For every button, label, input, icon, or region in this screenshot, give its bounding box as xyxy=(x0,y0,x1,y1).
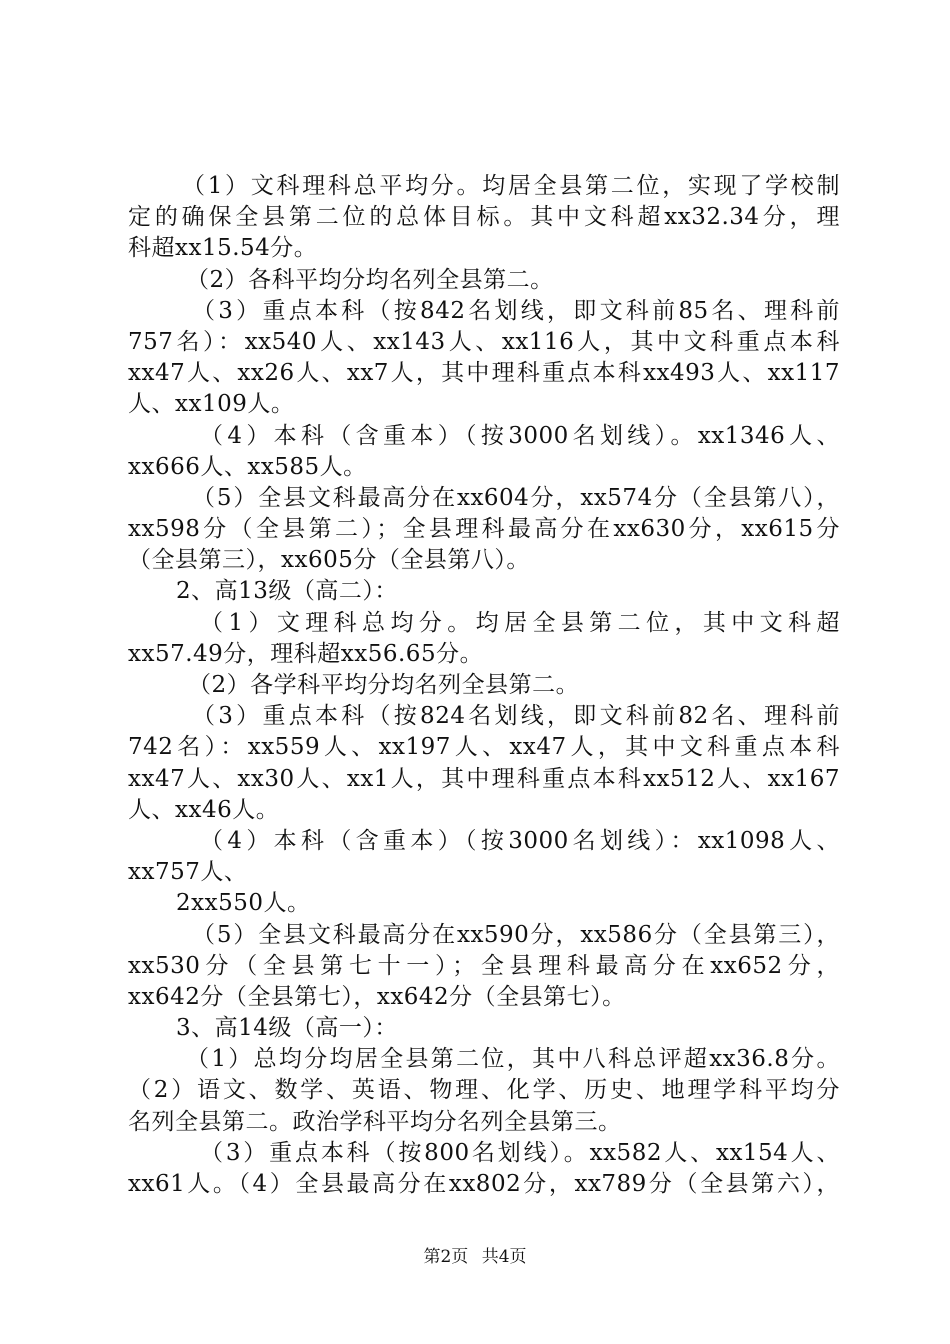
text-line: （5）全县文科最高分在xx604分，xx574分（全县第八）， xyxy=(192,484,840,511)
text-line: （2）各学科平均分均名列全县第二。 xyxy=(188,672,580,698)
text-line: （3）重点本科（按800名划线）。xx582人、xx154人、 xyxy=(200,1139,840,1166)
text-line: xx642分（全县第七），xx642分（全县第七）。 xyxy=(128,983,626,1010)
text-line: （1）文理科总均分。均居全县第二位，其中文科超 xyxy=(200,609,840,636)
text-line: （2）各科平均分均名列全县第二。 xyxy=(186,266,554,293)
text-line: xx47人、xx26人、xx7人，其中理科重点本科xx493人、xx117 xyxy=(128,360,840,387)
text-line: 定的确保全县第二位的总体目标。其中文科超xx32.34分，理 xyxy=(128,204,840,231)
text-line: xx57.49分，理科超xx56.65分。 xyxy=(128,640,484,667)
text-line: （4）本科（含重本）（按3000名划线）：xx1098人、 xyxy=(200,827,840,854)
page-footer xyxy=(0,1242,950,1267)
document-body xyxy=(128,171,840,1200)
text-line: 2xx550人。 xyxy=(176,890,311,917)
text-line: （全县第三），xx605分（全县第八）。 xyxy=(128,547,530,574)
text-line: （2）语文、数学、英语、物理、化学、历史、地理学科平均分 xyxy=(128,1077,840,1104)
text-line: xx757人、 xyxy=(128,859,248,886)
text-line: （4）本科（含重本）（按3000名划线）。xx1346人、 xyxy=(200,422,840,449)
text-line: （1）文科理科总平均分。均居全县第二位，实现了学校制 xyxy=(182,173,840,199)
text-line: xx47人、xx30人、xx1人，其中理科重点本科xx512人、xx167 xyxy=(128,765,840,792)
text-line: 科超xx15.54分。 xyxy=(128,235,318,262)
text-line: xx530分（全县第七十一）；全县理科最高分在xx652分， xyxy=(128,952,840,979)
text-line: （3）重点本科（按824名划线，即文科前82名、理科前 xyxy=(192,703,840,730)
text-line: 人、xx46人。 xyxy=(128,796,280,823)
text-line: xx61人。（4）全县最高分在xx802分，xx789分（全县第六）， xyxy=(128,1171,840,1197)
text-line: 名列全县第二。政治学科平均分名列全县第三。 xyxy=(128,1108,622,1135)
text-line: （1）总均分均居全县第二位，其中八科总评超xx36.8分。 xyxy=(186,1046,840,1073)
text-line: xx666人、xx585人。 xyxy=(128,453,367,480)
text-line: 742名）：xx559人、xx197人、xx47人，其中文科重点本科 xyxy=(128,734,840,761)
text-line: 757名）：xx540人、xx143人、xx116人，其中文科重点本科 xyxy=(128,328,840,355)
text-line: xx598分（全县第二）；全县理科最高分在xx630分，xx615分 xyxy=(128,516,840,543)
text-line: 2、高13级（高二）： xyxy=(176,578,398,605)
text-line: （5）全县文科最高分在xx590分，xx586分（全县第三）， xyxy=(192,921,840,948)
page-total: 共4页 xyxy=(481,1247,527,1267)
text-line: 3、高14级（高一）： xyxy=(176,1015,398,1042)
text-line: 人、xx109人。 xyxy=(128,391,295,418)
text-line: （3）重点本科（按842名划线，即文科前85名、理科前 xyxy=(192,297,840,324)
page-number: 第2页 xyxy=(423,1247,469,1267)
